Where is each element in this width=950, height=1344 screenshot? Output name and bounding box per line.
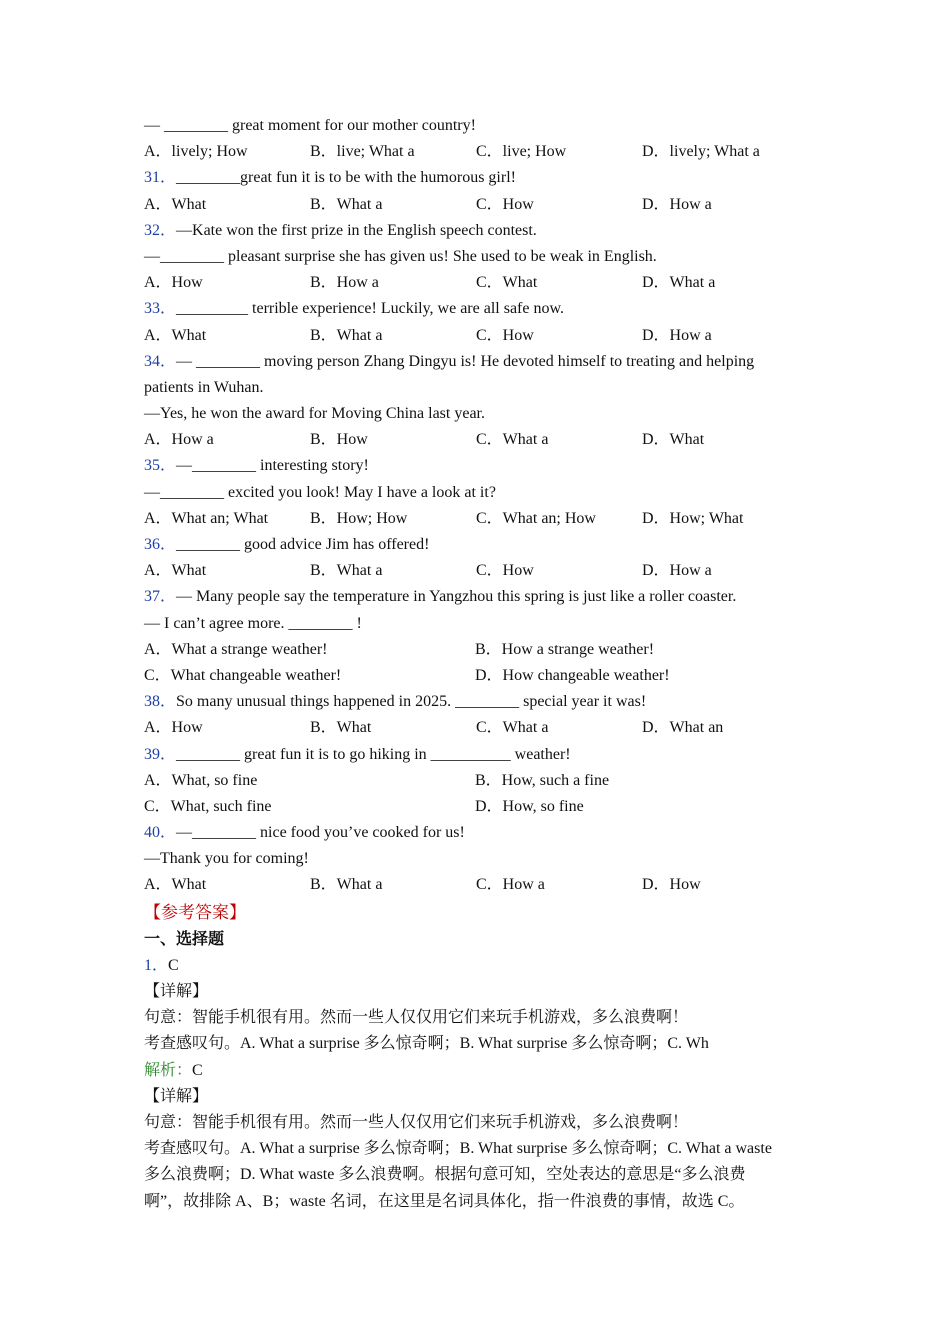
text-line: — I can’t agree more. ________ ! <box>144 614 362 632</box>
explanation-heading: 【详解】 <box>144 1087 209 1105</box>
question-text: _________ terrible experience! Luckily, we are all safe now. <box>176 300 564 318</box>
explanation-line: 多么浪费啊；D. What waste 多么浪费啊。根据句意可知，空处表达的意思是“多么浪费 <box>144 1166 746 1184</box>
question-32 <box>144 218 814 244</box>
section-title: 一、选择题 <box>144 930 225 948</box>
explanation-line: 考查感叹句。A. What a surprise 多么惊奇啊；B. What surprise 多么惊奇啊；C. What a waste <box>144 1140 772 1158</box>
option-b: B．What a <box>310 562 383 580</box>
option-a: A．What <box>144 195 207 213</box>
option-c: C．How <box>476 326 534 344</box>
options-row <box>144 872 814 898</box>
question-34 <box>144 349 814 375</box>
option-c: C．What a <box>476 431 549 449</box>
option-d: D．How, so fine <box>475 797 584 815</box>
option-a: A．What, so fine <box>144 771 258 789</box>
option-d: D．How changeable weather! <box>475 666 670 684</box>
question-text: ________ good advice Jim has offered! <box>176 536 430 553</box>
question-text: ________ great fun it is to go hiking in __________ weather! <box>176 745 571 763</box>
question-text: So many unusual things happened in 2025. ________ special year it was! <box>176 693 647 711</box>
question-37 <box>144 584 814 610</box>
option-d: D．How a <box>642 195 712 213</box>
option-a: A．What an; What <box>144 509 269 527</box>
question-number: 34． <box>144 352 177 370</box>
options-row <box>144 323 814 349</box>
options-row <box>144 270 814 296</box>
analysis-line <box>144 1058 814 1084</box>
option-b: B．How; How <box>310 509 408 527</box>
text-line: —Thank you for coming! <box>144 850 309 868</box>
option-c: C．What an; How <box>476 509 596 527</box>
option-a: A．What <box>144 562 207 580</box>
option-d: D．What an <box>642 719 724 737</box>
question-36 <box>144 532 814 558</box>
question-number: 31． <box>144 169 177 187</box>
explanation-line: 啊”，故排除 A、B；waste 名词，在这里是名词具体化，指一件浪费的事情，故选 C。 <box>144 1192 745 1210</box>
option-c: C．How <box>476 562 534 580</box>
question-33 <box>144 296 814 322</box>
answer-choice: C <box>168 956 179 974</box>
text-line: —________ pleasant surprise she has given us! She used to be weak in English. <box>144 247 657 265</box>
question-40 <box>144 820 814 846</box>
option-b: B．How a strange weather! <box>475 640 655 658</box>
text-line: —Yes, he won the award for Moving China last year. <box>144 405 485 423</box>
question-text: — Many people say the temperature in Yangzhou this spring is just like a roller coaster. <box>176 588 737 606</box>
text-line: — ________ great moment for our mother country! <box>144 117 476 134</box>
question-number: 40． <box>144 824 177 842</box>
question-text: —________ nice food you’ve cooked for us! <box>176 824 465 842</box>
document-page <box>144 113 814 1215</box>
question-number: 36． <box>144 536 177 553</box>
answer-header: 【参考答案】 <box>144 902 246 922</box>
question-31 <box>144 165 814 191</box>
option-b: B．What a <box>310 326 383 344</box>
explanation-line: 考查感叹句。A. What a surprise 多么惊奇啊；B. What surprise 多么惊奇啊；C. Wh <box>144 1035 709 1053</box>
options-row <box>144 637 814 663</box>
answer-1 <box>144 953 814 979</box>
options-row <box>144 506 814 532</box>
question-38 <box>144 689 814 715</box>
question-text: — ________ moving person Zhang Dingyu is! He devoted himself to treating and helping <box>176 352 755 370</box>
option-c: C．How a <box>476 876 545 894</box>
option-a: A．lively; How <box>144 143 248 161</box>
option-a: A．What a strange weather! <box>144 640 328 658</box>
question-number: 33． <box>144 300 177 318</box>
option-a: A．What <box>144 876 207 894</box>
question-number: 39． <box>144 745 177 763</box>
options-row <box>144 192 814 218</box>
option-d: D．How; What <box>642 509 744 527</box>
option-d: D．lively; What a <box>642 143 760 161</box>
option-b: B．How a <box>310 274 379 292</box>
text-line: —________ excited you look! May I have a look at it? <box>144 483 496 501</box>
option-b: B．What a <box>310 195 383 213</box>
question-number: 32． <box>144 221 177 239</box>
option-a: A．How <box>144 274 203 292</box>
question-number: 37． <box>144 588 177 606</box>
option-c: C．What a <box>476 719 549 737</box>
option-a: A．How <box>144 719 203 737</box>
analysis-label: 解析： <box>144 1061 193 1079</box>
option-b: B．How, such a fine <box>475 771 610 789</box>
options-row <box>144 794 814 820</box>
question-text: —________ interesting story! <box>176 457 369 475</box>
question-number: 38． <box>144 693 177 711</box>
option-d: D．What a <box>642 274 716 292</box>
option-a: A．How a <box>144 431 214 449</box>
option-c: C．What <box>476 274 538 292</box>
option-a: A．What <box>144 326 207 344</box>
option-c: C．What changeable weather! <box>144 666 342 684</box>
option-c: C．What, such fine <box>144 797 272 815</box>
option-d: D．What <box>642 431 705 449</box>
option-d: D．How a <box>642 562 712 580</box>
analysis-answer: C <box>192 1061 203 1079</box>
explanation-line: 句意：智能手机很有用。然而一些人仅仅用它们来玩手机游戏，多么浪费啊！ <box>144 1009 689 1027</box>
question-text: ________great fun it is to be with the humorous girl! <box>176 169 516 187</box>
explanation-line: 句意：智能手机很有用。然而一些人仅仅用它们来玩手机游戏，多么浪费啊！ <box>144 1113 689 1131</box>
option-d: D．How a <box>642 326 712 344</box>
option-b: B．What <box>310 719 372 737</box>
question-39 <box>144 742 814 768</box>
options-row <box>144 715 814 741</box>
option-c: C．live; How <box>476 143 567 161</box>
option-c: C．How <box>476 195 534 213</box>
question-35 <box>144 453 814 479</box>
options-row <box>144 427 814 453</box>
option-b: B．How <box>310 431 368 449</box>
options-row <box>144 768 814 794</box>
options-row <box>144 139 814 165</box>
options-row <box>144 558 814 584</box>
question-number: 35． <box>144 457 177 475</box>
explanation-heading: 【详解】 <box>144 983 209 1000</box>
option-b: B．live; What a <box>310 143 415 161</box>
answer-number: 1． <box>144 956 169 974</box>
option-d: D．How <box>642 876 701 894</box>
question-text: —Kate won the first prize in the English speech contest. <box>176 221 537 239</box>
option-b: B．What a <box>310 876 383 894</box>
options-row <box>144 663 814 689</box>
text-line: patients in Wuhan. <box>144 378 264 396</box>
